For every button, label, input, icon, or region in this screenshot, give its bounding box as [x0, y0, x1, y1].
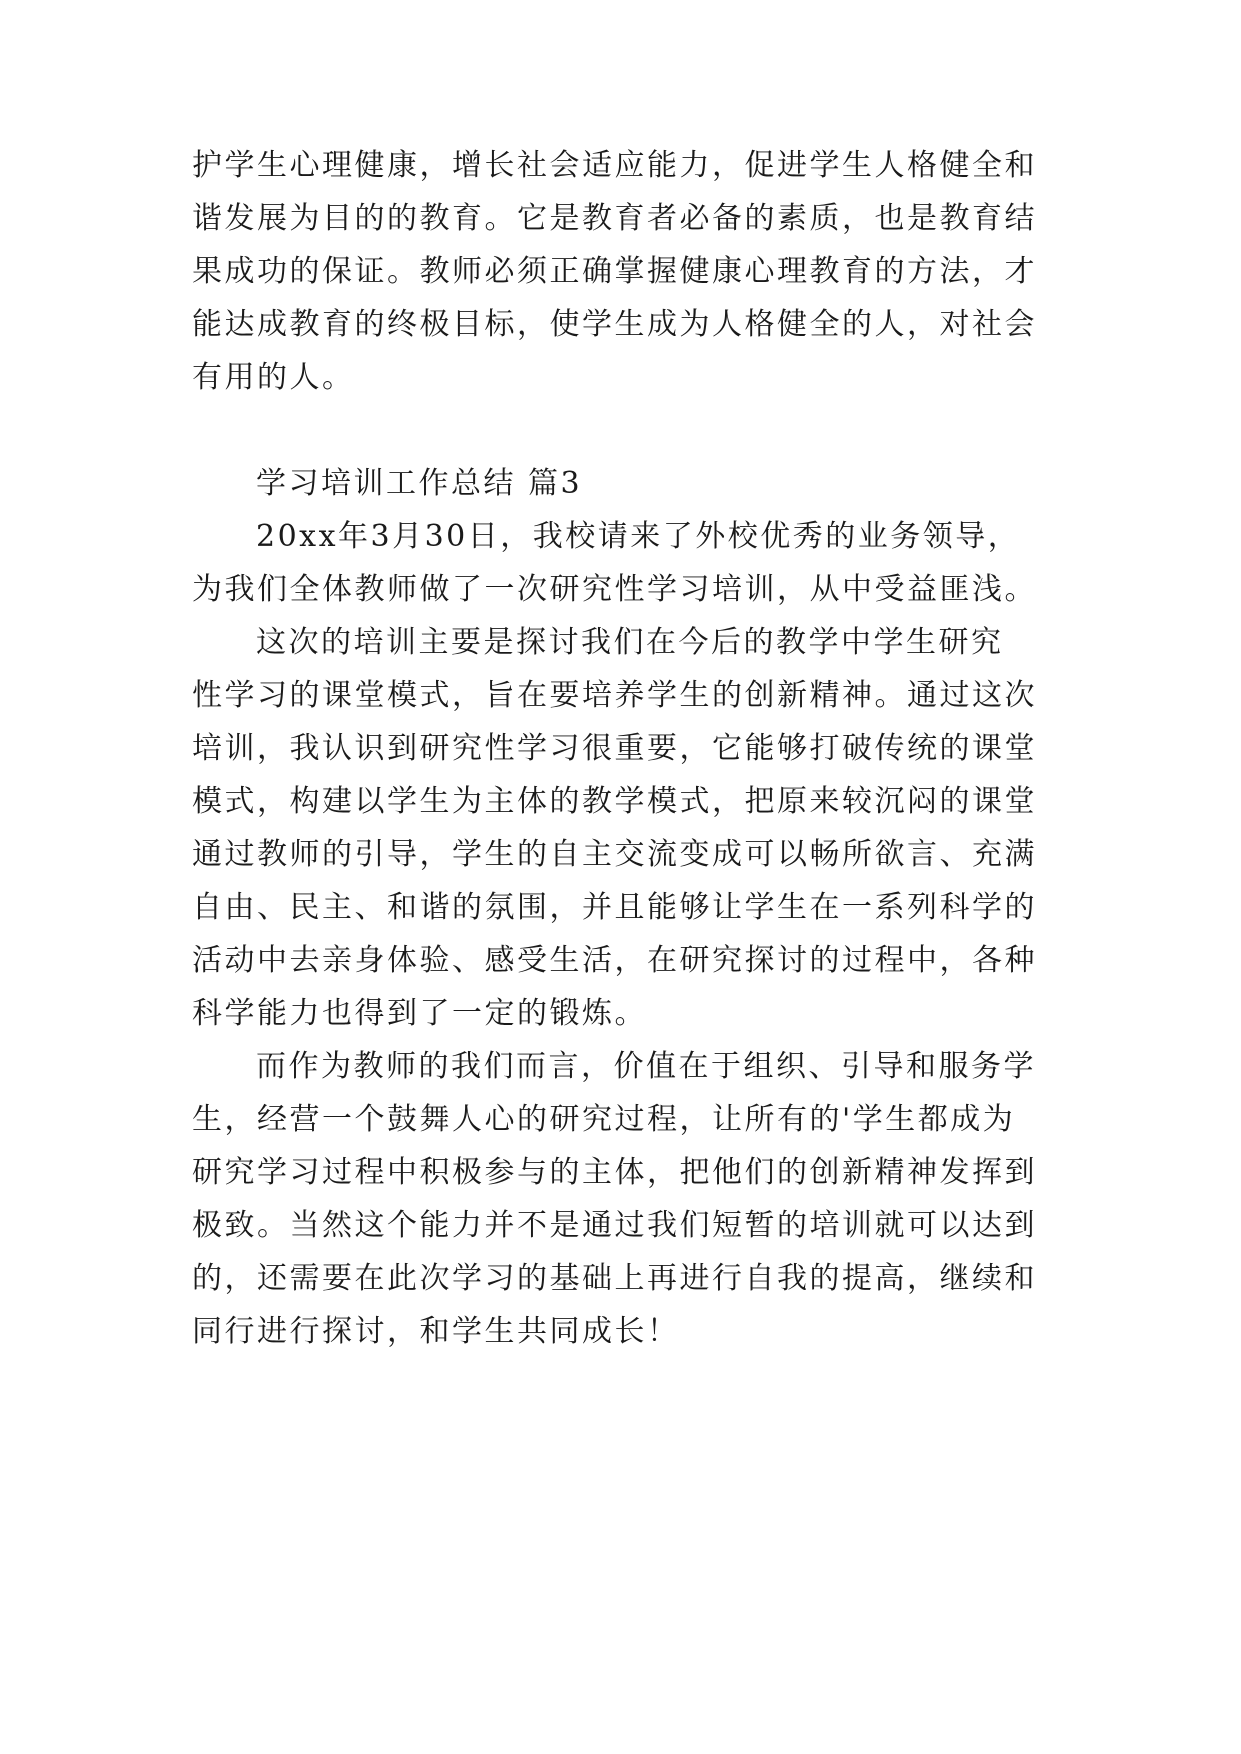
text-line: 有用的人。 [192, 360, 355, 395]
text-line: 通过教师的引导，学生的自主交流变成可以畅所欲言、充满 [192, 837, 1037, 872]
text-line: 为我们全体教师做了一次研究性学习培训，从中受益匪浅。 [192, 572, 1037, 607]
section-heading: 学习培训工作总结 篇3 [256, 466, 583, 501]
text-line: 活动中去亲身体验、感受生活，在研究探讨的过程中，各种 [192, 943, 1037, 978]
text-line: 这次的培训主要是探讨我们在今后的教学中学生研究 [256, 625, 1004, 660]
text-line: 而作为教师的我们而言，价值在于组织、引导和服务学 [256, 1049, 1036, 1084]
text-line: 能达成教育的终极目标，使学生成为人格健全的人，对社会 [192, 307, 1037, 342]
text-line: 模式，构建以学生为主体的教学模式，把原来较沉闷的课堂 [192, 784, 1037, 819]
text-line: 20xx年3月30日，我校请来了外校优秀的业务领导， [256, 519, 1021, 554]
text-line: 培训，我认识到研究性学习很重要，它能够打破传统的课堂 [192, 731, 1037, 766]
text-line: 生，经营一个鼓舞人心的研究过程，让所有的'学生都成为 [192, 1102, 1016, 1137]
text-line: 极致。当然这个能力并不是通过我们短暂的培训就可以达到 [192, 1208, 1037, 1243]
text-line: 谐发展为目的的教育。它是教育者必备的素质，也是教育结 [192, 201, 1037, 236]
text-line: 研究学习过程中积极参与的主体，把他们的创新精神发挥到 [192, 1155, 1037, 1190]
text-line: 护学生心理健康，增长社会适应能力，促进学生人格健全和 [192, 148, 1037, 183]
text-line: 科学能力也得到了一定的锻炼。 [192, 996, 647, 1031]
text-line: 的，还需要在此次学习的基础上再进行自我的提高，继续和 [192, 1261, 1037, 1296]
text-line: 果成功的保证。教师必须正确掌握健康心理教育的方法，才 [192, 254, 1037, 289]
text-line: 性学习的课堂模式，旨在要培养学生的创新精神。通过这次 [192, 678, 1037, 713]
text-line: 同行进行探讨，和学生共同成长！ [192, 1314, 680, 1349]
text-line: 自由、民主、和谐的氛围，并且能够让学生在一系列科学的 [192, 890, 1037, 925]
